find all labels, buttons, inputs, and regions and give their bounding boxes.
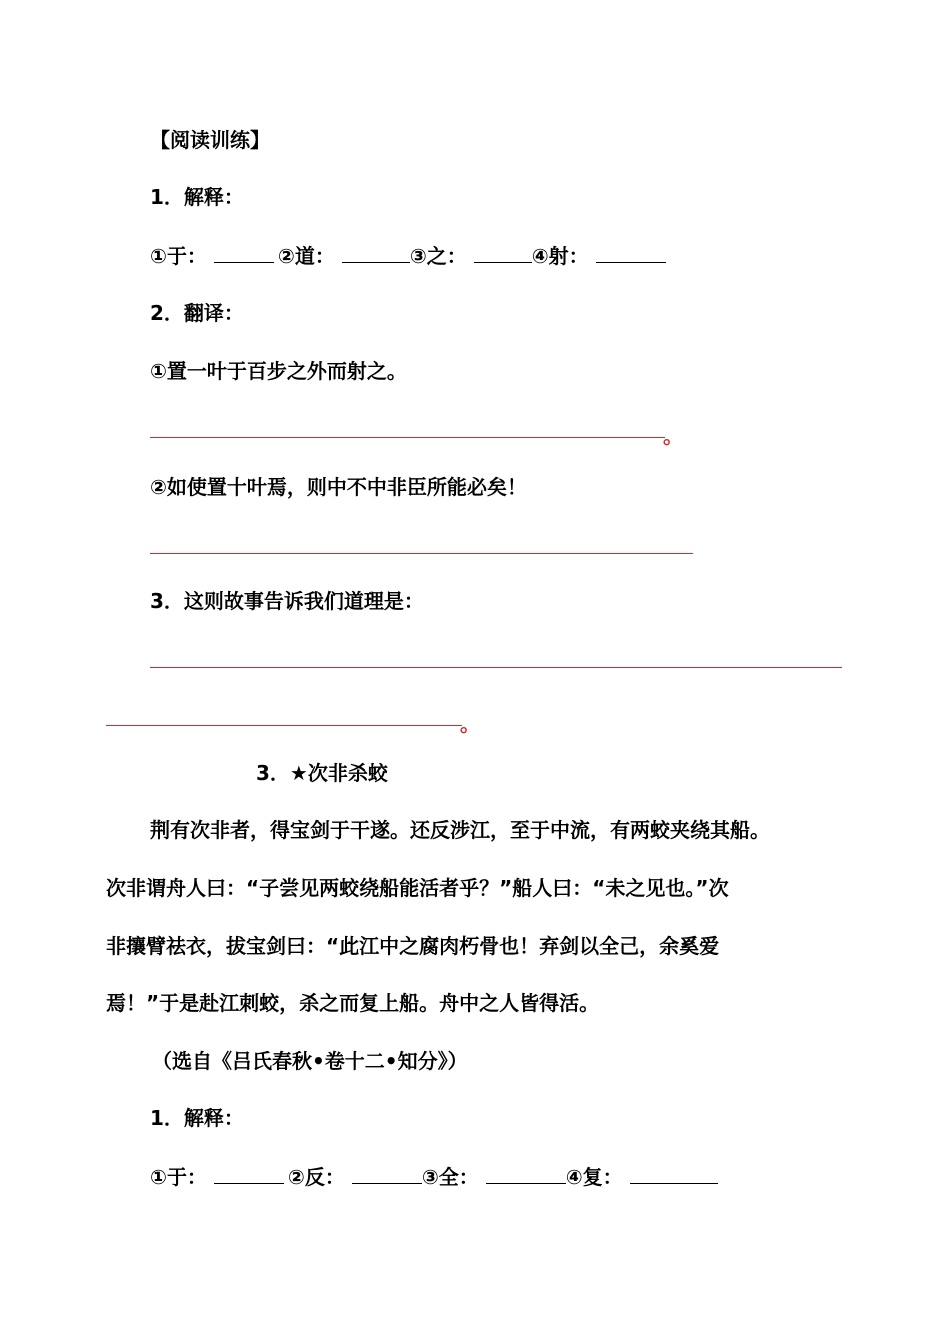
question-3-label: 3．这则故事告诉我们道理是： [150,589,424,613]
story-question-1-items [150,1163,722,1190]
answer-blank[interactable] [214,242,274,263]
story-title: 3．★次非杀蛟 [256,761,388,785]
answer-line[interactable] [150,437,665,438]
item-char: 反： [304,1165,345,1189]
answer-blank[interactable] [352,1163,422,1184]
item-char: 全： [438,1165,479,1189]
answer-blank[interactable] [596,242,666,263]
answer-line[interactable] [150,553,693,554]
answer-blank[interactable] [486,1163,566,1184]
answer-line-end: 。 [663,424,683,448]
item-marker: ② [277,244,295,268]
question-1-label: 1．解释： [150,185,244,209]
answer-line[interactable] [150,667,842,668]
story-paragraph-line: 焉！”于是赴江刺蛟，杀之而复上船。舟中之人皆得活。 [106,991,600,1015]
section-heading: 【阅读训练】 [150,128,270,152]
answer-blank[interactable] [630,1163,718,1184]
item-marker: ③ [421,1165,439,1189]
question-1-items [150,242,670,269]
translate-sentence-1: ①置一叶于百步之外而射之。 [150,359,407,383]
item-char: 射： [548,244,589,268]
question-2-label: 2．翻译： [150,301,244,325]
story-question-1-label: 1．解释： [150,1106,244,1130]
story-source: （选自《吕氏春秋•卷十二•知分》） [152,1049,468,1073]
story-paragraph-line: 次非谓舟人曰：“子尝见两蛟绕船能活者乎？”船人曰：“未之见也。”次 [106,876,729,900]
item-marker: ① [150,244,167,268]
story-paragraph-line: 非攘臂祛衣，拔宝剑曰：“此江中之腐肉朽骨也！弃剑以全己，余奚爱 [106,934,720,958]
translate-sentence-2: ②如使置十叶焉，则中不中非臣所能必矣！ [150,475,527,499]
item-marker: ② [287,1165,305,1189]
item-char: 道： [294,244,335,268]
answer-line-end: 。 [460,712,480,736]
item-char: 复： [582,1165,623,1189]
answer-line[interactable] [106,725,462,726]
answer-blank[interactable] [214,1163,284,1184]
item-marker: ④ [531,244,549,268]
item-char: 之： [426,244,467,268]
answer-blank[interactable] [474,242,532,263]
item-char: 于： [166,1165,207,1189]
item-char: 于： [166,244,207,268]
item-marker: ① [150,1165,167,1189]
story-paragraph-line: 荆有次非者，得宝剑于干遂。还反涉江，至于中流，有两蛟夹绕其船。 [150,818,770,842]
answer-blank[interactable] [342,242,410,263]
item-marker: ④ [565,1165,583,1189]
item-marker: ③ [409,244,427,268]
